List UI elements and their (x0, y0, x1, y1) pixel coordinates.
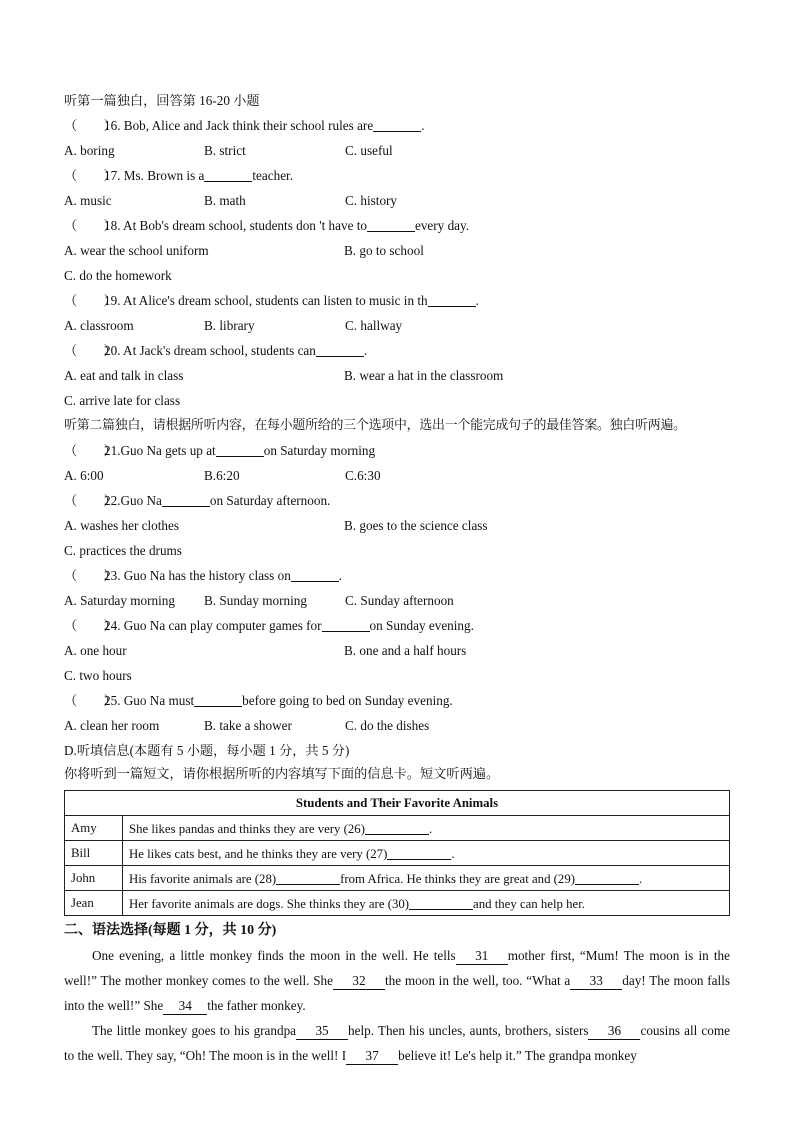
options-row (64, 238, 730, 263)
blank-27[interactable] (387, 845, 451, 860)
option-c[interactable]: C. history (345, 193, 398, 208)
option-c[interactable]: C. hallway (345, 318, 403, 333)
answer-bracket[interactable]: （ ） (64, 568, 117, 583)
question-text-end: before going to bed on Sunday evening. (242, 693, 453, 708)
option-a[interactable]: A. Saturday morning (64, 593, 175, 608)
option-a[interactable]: A. classroom (64, 318, 134, 333)
answer-bracket[interactable]: （ ） (64, 693, 117, 708)
table-row (65, 841, 730, 866)
answer-blank[interactable] (316, 342, 364, 357)
answer-blank[interactable] (373, 117, 421, 132)
question-24 (64, 613, 730, 638)
options-row (64, 388, 730, 413)
blank-32[interactable]: 32 (333, 973, 385, 990)
option-b[interactable]: B. strict (204, 143, 246, 158)
option-a[interactable]: A. boring (64, 143, 115, 158)
option-c[interactable]: C. Sunday afternoon (345, 593, 454, 608)
options-row (64, 188, 730, 213)
answer-blank[interactable] (367, 217, 415, 232)
question-text: 21.Guo Na gets up at (104, 443, 216, 458)
option-b[interactable]: B. one and a half hours (344, 643, 467, 658)
question-text: 19. At Alice's dream school, students can listen to music in th (104, 293, 428, 308)
blank-29[interactable] (575, 870, 639, 885)
option-b[interactable]: B. take a shower (204, 718, 292, 733)
blank-31[interactable]: 31 (456, 948, 508, 965)
question-text-end: . (363, 343, 368, 358)
option-a[interactable]: A. eat and talk in class (64, 368, 184, 383)
table-row (65, 816, 730, 841)
section-d-title: D.听填信息(本题有 5 小题，每小题 1 分，共 5 分) (64, 743, 350, 758)
blank-35[interactable]: 35 (296, 1023, 348, 1040)
options-row (64, 713, 730, 738)
section2-intro: 听第二篇独白，请根据所听内容，在每小题所给的三个选项中，选出一个能完成句子的最佳答案。独白听两遍。 (64, 418, 686, 432)
options-row (64, 263, 730, 288)
answer-bracket[interactable]: （ ） (64, 218, 117, 233)
row-name: Jean (65, 891, 123, 916)
option-c[interactable]: C. two hours (64, 668, 132, 683)
question-21 (64, 438, 730, 463)
option-b[interactable]: B. Sunday morning (204, 593, 307, 608)
section1-intro: 听第一篇独白，回答第 16-20 小题 (64, 93, 260, 108)
option-b[interactable]: B. math (204, 193, 246, 208)
option-a[interactable]: A. clean her room (64, 718, 160, 733)
option-c[interactable]: C.6:30 (345, 468, 381, 483)
blank-33[interactable]: 33 (570, 973, 622, 990)
answer-bracket[interactable]: （ ） (64, 168, 117, 183)
question-18 (64, 213, 730, 238)
row-text: He likes cats best, and he thinks they are very (27) . (123, 841, 730, 866)
row-text: Her favorite animals are dogs. She thinks they are (30) and they can help her. (123, 891, 730, 916)
options-row (64, 313, 730, 338)
blank-26[interactable] (365, 820, 429, 835)
options-row (64, 588, 730, 613)
answer-bracket[interactable]: （ ） (64, 443, 117, 458)
options-row (64, 363, 730, 388)
table-title: Students and Their Favorite Animals (65, 791, 730, 816)
option-a[interactable]: A. one hour (64, 643, 127, 658)
question-text-end: teacher. (252, 168, 294, 183)
question-text: 22.Guo Na (104, 493, 162, 508)
option-b[interactable]: B. library (204, 318, 255, 333)
answer-bracket[interactable]: （ ） (64, 293, 117, 308)
option-c[interactable]: C. useful (345, 143, 393, 158)
option-c[interactable]: C. do the dishes (345, 718, 430, 733)
part2-title: 二、语法选择(每题 1 分，共 10 分) (64, 923, 277, 938)
question-text: 25. Guo Na must (104, 693, 195, 708)
option-b[interactable]: B.6:20 (204, 468, 240, 483)
option-a[interactable]: A. music (64, 193, 112, 208)
question-group-b (64, 438, 730, 738)
options-row (64, 513, 730, 538)
blank-37[interactable]: 37 (346, 1048, 398, 1065)
option-b[interactable]: B. wear a hat in the classroom (344, 368, 504, 383)
option-c[interactable]: C. practices the drums (64, 543, 182, 558)
option-a[interactable]: A. wear the school uniform (64, 243, 209, 258)
question-19 (64, 288, 730, 313)
options-row (64, 663, 730, 688)
question-text-end: on Sunday evening. (369, 618, 474, 633)
option-b[interactable]: B. goes to the science class (344, 518, 488, 533)
answer-blank[interactable] (162, 492, 210, 507)
answer-bracket[interactable]: （ ） (64, 618, 117, 633)
options-row (64, 463, 730, 488)
row-text: She likes pandas and thinks they are very (26) . (123, 816, 730, 841)
question-text: 24. Guo Na can play computer games for (104, 618, 322, 633)
answer-blank[interactable] (194, 692, 242, 707)
option-c[interactable]: C. arrive late for class (64, 393, 181, 408)
row-name: Bill (65, 841, 123, 866)
worksheet-page (64, 88, 730, 1068)
question-text: 16. Bob, Alice and Jack think their school rules are (104, 118, 374, 133)
options-row (64, 638, 730, 663)
answer-bracket[interactable]: （ ） (64, 118, 117, 133)
answer-blank[interactable] (322, 617, 370, 632)
section-d-intro: 你将听到一篇短文，请你根据所听的内容填写下面的信息卡。短文听两遍。 (64, 766, 500, 781)
answer-blank[interactable] (216, 442, 264, 457)
question-20 (64, 338, 730, 363)
question-text-end: on Saturday morning (263, 443, 376, 458)
question-25 (64, 688, 730, 713)
question-group-a (64, 113, 730, 413)
question-text: 18. At Bob's dream school, students don 't have to (104, 218, 367, 233)
answer-blank[interactable] (291, 567, 339, 582)
blank-36[interactable]: 36 (588, 1023, 640, 1040)
question-23 (64, 563, 730, 588)
option-b[interactable]: B. go to school (344, 243, 424, 258)
row-text: His favorite animals are (28) from Africa. He thinks they are great and (29) . (123, 866, 730, 891)
option-a[interactable]: A. washes her clothes (64, 518, 179, 533)
question-16 (64, 113, 730, 138)
info-card-table (64, 790, 730, 916)
options-row (64, 138, 730, 163)
blank-34[interactable]: 34 (163, 998, 207, 1015)
question-text: 20. At Jack's dream school, students can (104, 343, 316, 358)
question-22 (64, 488, 730, 513)
question-text-end: every day. (414, 218, 470, 233)
question-text-end: . (475, 293, 479, 308)
answer-bracket[interactable]: （ ） (64, 343, 117, 358)
question-text-end: on Saturday afternoon. (209, 493, 331, 508)
answer-blank[interactable] (204, 167, 252, 182)
answer-blank[interactable] (428, 292, 476, 307)
passage-paragraph-2: The little monkey goes to his grandpa 35 help. Then his uncles, aunts, brothers, sisters 36 cousins all come to the well. They say, “Oh! The moon is in the well! I 37 believe it! Le's help it.” The grandpa monkey (64, 1023, 730, 1063)
row-name: John (65, 866, 123, 891)
option-a[interactable]: A. 6:00 (64, 468, 104, 483)
question-text: 17. Ms. Brown is a (104, 168, 205, 183)
options-row (64, 538, 730, 563)
question-text-end: . (421, 118, 425, 133)
option-c[interactable]: C. do the homework (64, 268, 172, 283)
passage-paragraph-1: One evening, a little monkey finds the moon in the well. He tells 31 mother first, “Mum! The moon is in the well!” The mother monkey comes to the well. She 32 the moon in the well, too. “What a 33 day! The moon falls into the well!” She 34 the father monkey. (64, 948, 731, 1013)
table-row (65, 891, 730, 916)
row-name: Amy (65, 816, 123, 841)
table-row (65, 866, 730, 891)
question-17 (64, 163, 730, 188)
question-text: 23. Guo Na has the history class on (104, 568, 291, 583)
answer-bracket[interactable]: （ ） (64, 493, 117, 508)
blank-28[interactable] (276, 870, 340, 885)
blank-30[interactable] (409, 895, 473, 910)
question-text-end: . (338, 568, 343, 583)
